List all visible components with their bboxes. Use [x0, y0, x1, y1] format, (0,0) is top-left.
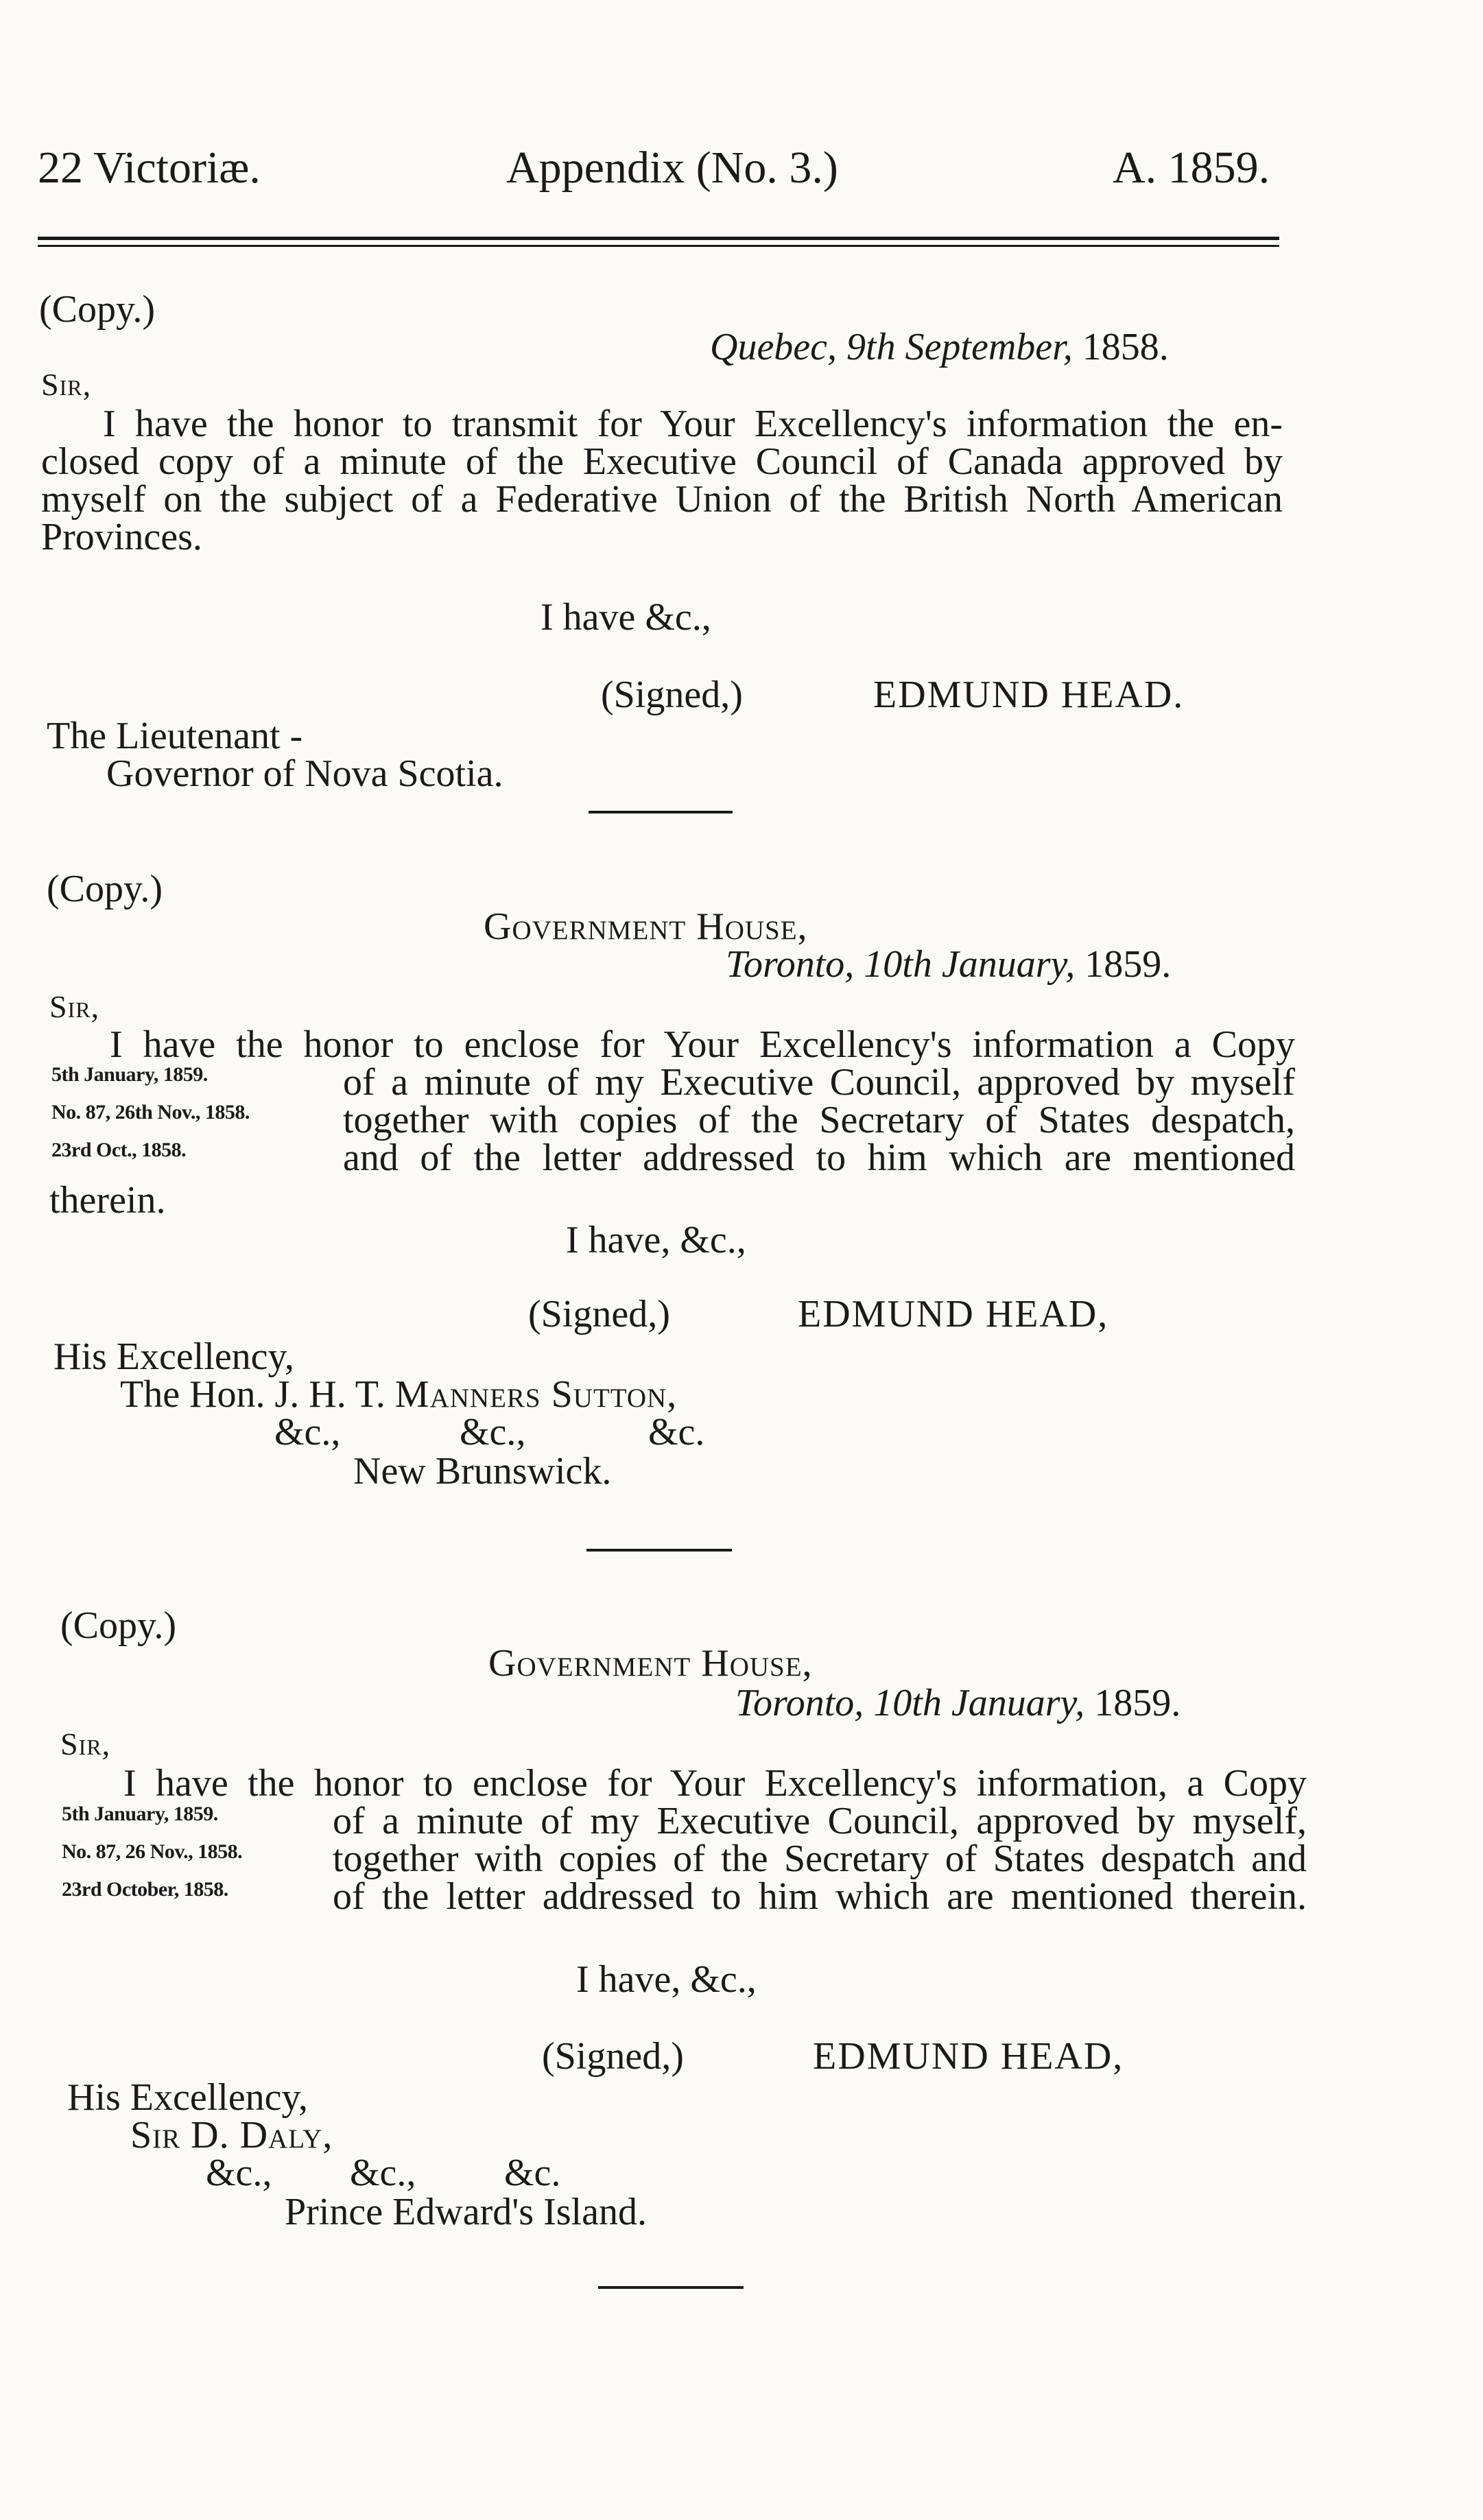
- signed-label: (Signed,): [542, 2035, 684, 2078]
- body-line: Provinces.: [41, 516, 202, 558]
- place: Toronto,: [726, 943, 855, 986]
- signature: EDMUND HEAD.: [873, 674, 1185, 716]
- province: New Brunswick.: [353, 1450, 612, 1493]
- signature: EDMUND HEAD,: [798, 1293, 1109, 1335]
- salutation: Sir,: [49, 989, 100, 1024]
- closing: I have &c.,: [541, 596, 711, 639]
- header-title: Appendix (No. 3.): [506, 143, 838, 193]
- dateline: [710, 328, 1169, 366]
- margin-note: 23rd Oct., 1858.: [51, 1139, 187, 1161]
- copy-label: (Copy.): [39, 288, 156, 331]
- year: 1859.: [1084, 943, 1172, 986]
- house-line: Government House,: [484, 905, 808, 948]
- body-line: of a minute of my Executive Council, approved by myself,: [333, 1800, 1307, 1842]
- dateline: [735, 1684, 1181, 1722]
- date: 9th September,: [846, 326, 1073, 368]
- body-line: I have the honor to enclose for Your Excellency's information a Copy: [110, 1023, 1295, 1066]
- closing: I have, &c.,: [576, 1958, 757, 2001]
- body-line: myself on the subject of a Federative Union of the British North American: [41, 478, 1283, 521]
- body-line: of a minute of my Executive Council, approved by myself: [343, 1061, 1295, 1104]
- signature: EDMUND HEAD,: [813, 2035, 1124, 2078]
- signed-label: (Signed,): [528, 1293, 670, 1335]
- margin-note: 5th January, 1859.: [51, 1063, 208, 1086]
- copy-label: (Copy.): [60, 1604, 177, 1647]
- section-divider: [586, 1549, 732, 1552]
- section-divider: [589, 811, 733, 813]
- addressee: His Excellency,: [54, 1335, 294, 1378]
- body-line: closed copy of a minute of the Executive Council of Canada approved by: [41, 440, 1283, 483]
- salutation: Sir,: [41, 367, 92, 402]
- date: 10th January,: [864, 943, 1076, 986]
- header-rule-top: [38, 237, 1279, 240]
- etc: &c.: [504, 2152, 561, 2194]
- etc: &c.,: [460, 1411, 526, 1453]
- copy-label: (Copy.): [47, 868, 163, 910]
- header-rule-bottom: [38, 245, 1279, 247]
- dateline: [726, 945, 1171, 984]
- addressee-prefix: The Hon. J. H. T.: [120, 1373, 385, 1416]
- header-right: A. 1859.: [1113, 143, 1270, 193]
- body-line: of the letter addressed to him which are mentioned therein.: [333, 1875, 1307, 1918]
- margin-note: 23rd October, 1858.: [62, 1878, 228, 1901]
- body-line: therein.: [49, 1179, 166, 1222]
- etc: &c.: [648, 1411, 705, 1453]
- body-line: together with copies of the Secretary of States despatch and: [333, 1838, 1307, 1880]
- etc: &c.,: [274, 1411, 341, 1453]
- header-left: 22 Victoriæ.: [38, 143, 261, 193]
- year: 1859.: [1094, 1682, 1181, 1724]
- margin-note: No. 87, 26 Nov., 1858.: [62, 1840, 243, 1863]
- province: Prince Edward's Island.: [285, 2191, 647, 2233]
- body-line: and of the letter addressed to him which are mentioned: [343, 1137, 1295, 1179]
- margin-note: No. 87, 26th Nov., 1858.: [51, 1101, 250, 1124]
- place: Quebec,: [710, 326, 838, 368]
- signed-label: (Signed,): [601, 674, 743, 716]
- year: 1858.: [1082, 326, 1169, 368]
- addressee: [120, 1375, 677, 1414]
- body-line: I have the honor to enclose for Your Excellency's information, a Copy: [123, 1762, 1307, 1805]
- date: 10th January,: [873, 1682, 1085, 1724]
- closing: I have, &c.,: [566, 1219, 746, 1261]
- etc: &c.,: [206, 2152, 272, 2194]
- section-divider: [598, 2286, 744, 2289]
- addressee: The Lieutenant -: [47, 715, 303, 757]
- body-line: together with copies of the Secretary of States despatch,: [343, 1099, 1295, 1141]
- etc: &c.,: [350, 2152, 416, 2194]
- salutation: Sir,: [60, 1726, 111, 1761]
- addressee-name: Sir D. Daly,: [130, 2114, 333, 2156]
- addressee: Governor of Nova Scotia.: [106, 752, 503, 795]
- margin-note: 5th January, 1859.: [62, 1803, 218, 1825]
- body-line: I have the honor to transmit for Your Excellency's information the en-: [103, 403, 1283, 445]
- addressee: His Excellency,: [67, 2076, 308, 2119]
- house-line: Government House,: [488, 1642, 813, 1685]
- addressee-name: Manners Sutton,: [394, 1373, 678, 1416]
- place: Toronto,: [735, 1682, 864, 1724]
